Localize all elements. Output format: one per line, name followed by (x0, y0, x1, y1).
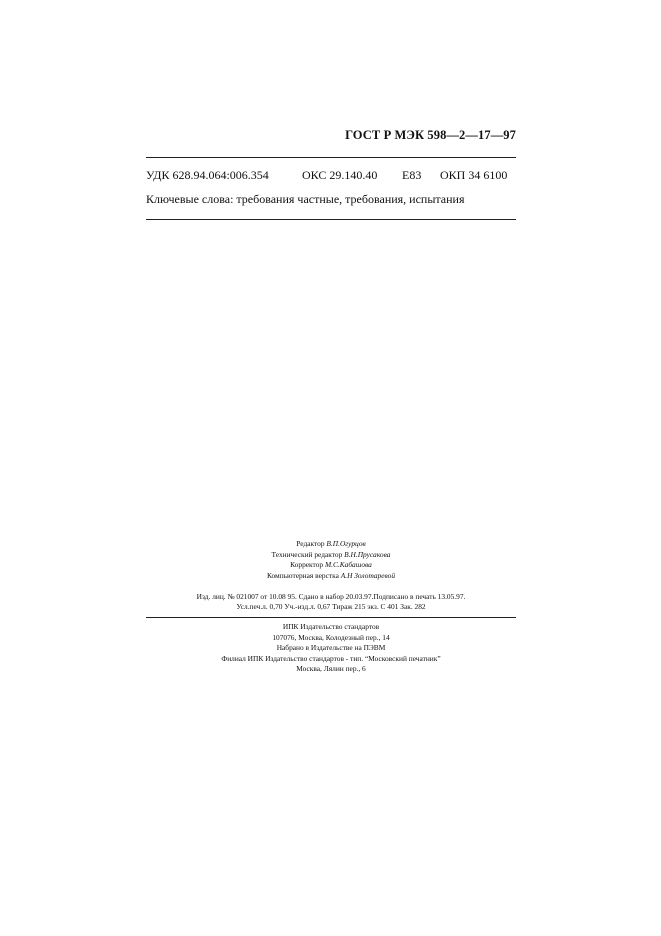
udk-code: УДК 628.94.064:006.354 (146, 168, 269, 182)
credits-block (146, 539, 516, 581)
keywords-divider (146, 219, 516, 220)
group-code: Е83 (402, 168, 422, 182)
corrector-name: М.С.Кабашова (324, 560, 372, 570)
top-divider (146, 157, 516, 158)
editor-name: В.П.Огурцов (326, 539, 366, 548)
tech-editor-label: Технический редактор (271, 549, 343, 559)
imprint-divider (146, 617, 516, 618)
tech-editor-row (146, 550, 516, 561)
publication-line-2: Усл.печ.л. 0,70 Уч.-изд.л. 0,67 Тираж 215 экз. С 401 Зак. 282 (236, 602, 426, 612)
classification-line (146, 168, 516, 184)
imprint-line-2: 107076, Москва, Колодезный пер., 14 (272, 632, 390, 642)
layout-name: А.Н Золотаревой (340, 570, 396, 580)
corrector-label: Корректор (290, 560, 324, 570)
corrector-row (146, 560, 516, 571)
editor-row (146, 539, 516, 550)
imprint-line-1: ИПК Издательство стандартов (282, 622, 380, 631)
imprint-line-5: Москва, Лялин пер., 6 (296, 664, 366, 673)
editor-label: Редактор (296, 539, 325, 548)
keywords-line: Ключевые слова: требования частные, требования, испытания (146, 192, 465, 206)
imprint-line-3: Набрано в Издательстве на ПЭВМ (276, 643, 386, 652)
oks-code: ОКС 29.140.40 (302, 168, 378, 182)
document-code: ГОСТ Р МЭК 598—2—17—97 (345, 128, 516, 142)
imprint-line-4: Филиал ИПК Издательство стандартов - тип. “Московский печатник” (221, 653, 441, 663)
layout-row (146, 571, 516, 582)
tech-editor-name: В.Н.Прусакова (344, 549, 391, 559)
imprint-block (146, 622, 516, 675)
publication-line-1: Изд. лиц. № 021007 от 10.08 95. Сдано в набор 20.03.97.Подписано в печать 13.05.97. (196, 592, 466, 601)
okp-code: ОКП 34 6100 (440, 168, 508, 182)
layout-label: Компьютерная верстка (266, 570, 339, 580)
publication-info (146, 592, 516, 613)
